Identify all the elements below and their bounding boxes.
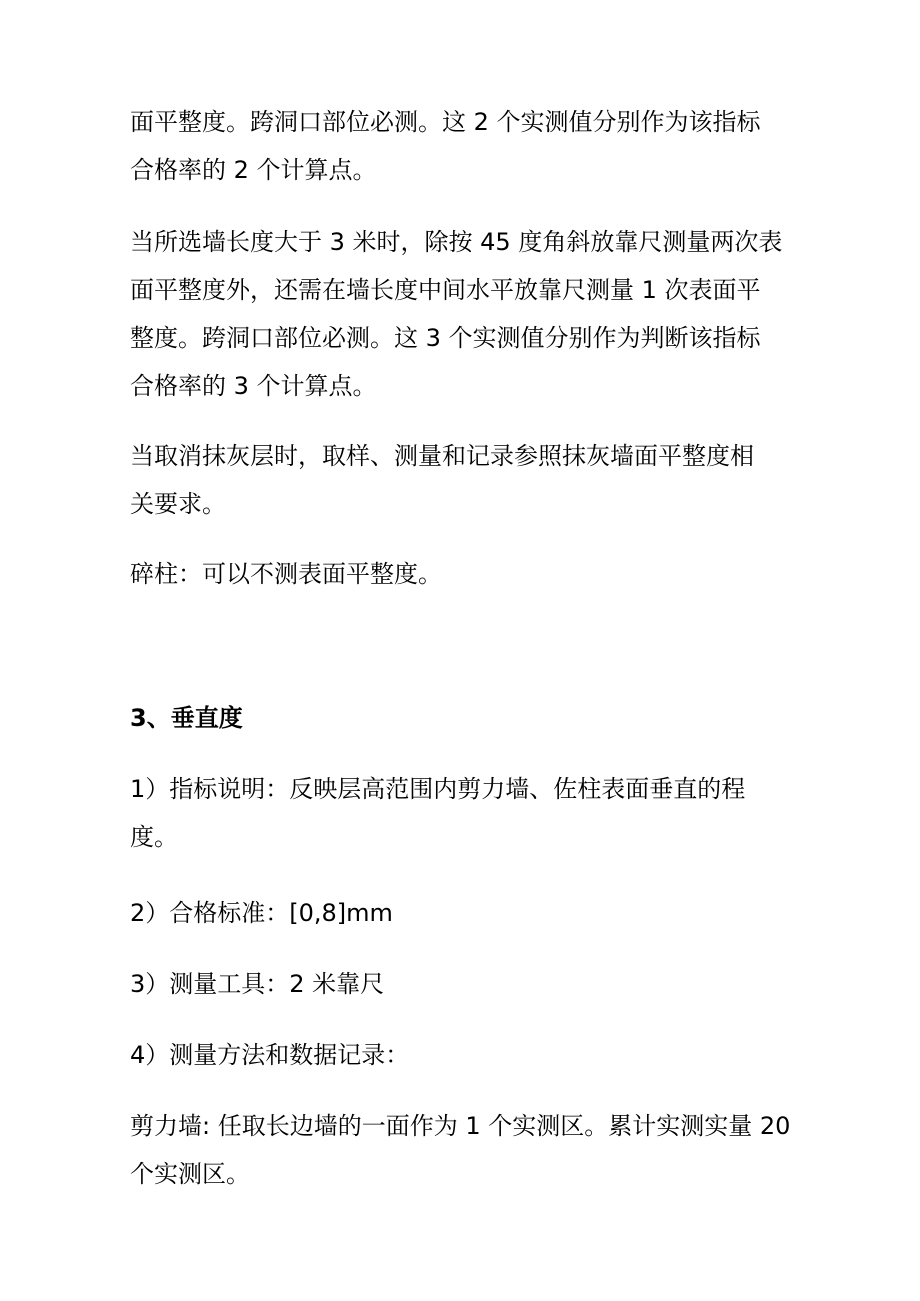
text-line: 3）测量工具：2 米靠尺 xyxy=(130,970,385,998)
paragraph-method xyxy=(130,1031,790,1079)
paragraph-wall-over-3m xyxy=(130,218,790,410)
section-heading-verticality xyxy=(130,694,790,742)
text-line: 合格率的 2 个计算点。 xyxy=(130,156,377,184)
text-line: 个实测区。 xyxy=(130,1160,250,1188)
text-line: 4）测量方法和数据记录： xyxy=(130,1041,410,1069)
paragraph-no-plaster xyxy=(130,432,790,528)
paragraph-column xyxy=(130,550,790,598)
paragraph-indicator-description xyxy=(130,765,790,861)
paragraph-standard xyxy=(130,889,790,937)
heading-text: 3、垂直度 xyxy=(130,704,243,732)
paragraph-shear-wall xyxy=(130,1102,790,1198)
text-line: 关要求。 xyxy=(130,490,226,518)
paragraph-tool xyxy=(130,960,790,1008)
text-line: 2）合格标准：[0,8]mm xyxy=(130,899,393,927)
text-line: 剪力墙: 任取长边墙的一面作为 1 个实测区。累计实测实量 20 xyxy=(130,1112,791,1140)
text-line: 合格率的 3 个计算点。 xyxy=(130,372,377,400)
text-line: 整度。跨洞口部位必测。这 3 个实测值分别作为判断该指标 xyxy=(130,324,761,352)
text-line: 1）指标说明：反映层高范围内剪力墙、佐柱表面垂直的程 xyxy=(130,775,746,803)
text-line: 当取消抹灰层时，取样、测量和记录参照抹灰墙面平整度相 xyxy=(130,442,754,470)
text-line: 碎柱：可以不测表面平整度。 xyxy=(130,560,442,588)
text-line: 面平整度外，还需在墙长度中间水平放靠尺测量 1 次表面平 xyxy=(130,276,761,304)
text-line: 当所选墙长度大于 3 米时，除按 45 度角斜放靠尺测量两次表 xyxy=(130,228,783,256)
paragraph-flatness-continuation xyxy=(130,98,790,194)
text-line: 度。 xyxy=(130,823,178,851)
text-line: 面平整度。跨洞口部位必测。这 2 个实测值分别作为该指标 xyxy=(130,108,761,136)
